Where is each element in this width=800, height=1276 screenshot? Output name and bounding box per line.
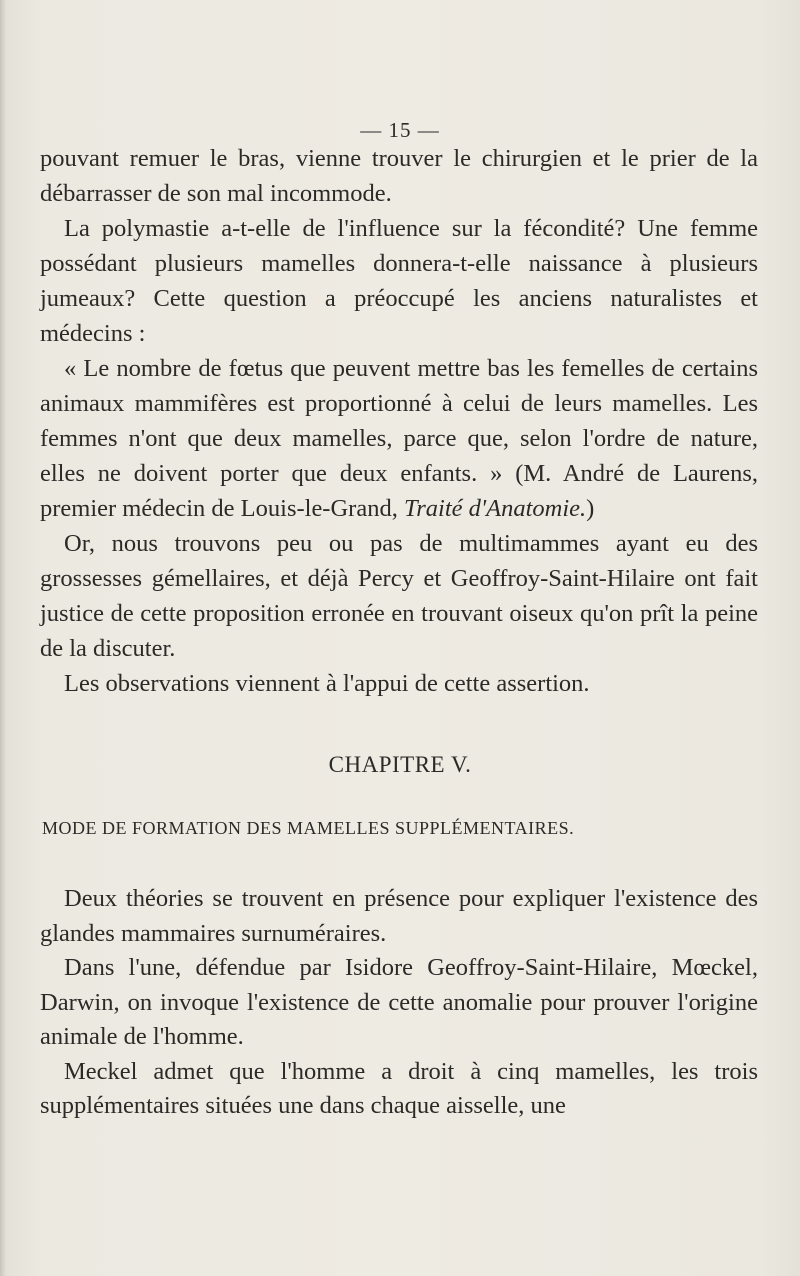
book-title-italic: Traité d'Anatomie. (403, 495, 587, 522)
paragraph-6: Deux théories se trouvent en présence pour expliquer l'existence des glandes mammaires surnuméraires. (40, 885, 758, 947)
body-text-bottom (40, 882, 758, 1124)
paragraph-3 (40, 351, 758, 526)
paragraph-4: Or, nous trouvons peu ou pas de multimammes ayant eu des grossesses gémellaires, et déjà Percy et Geoffroy-Saint-Hilaire ont fait justice de cette proposition erronée en trouvant oiseux qu'on prît la peine de la discuter. (40, 530, 758, 662)
quote-text: « Le nombre de fœtus que peuvent mettre bas les femelles de certains animaux mammifères est proportionné à celui de leurs mamelles. Les femmes n'ont que deux mamelles, parce que, selon l'ordre de nature, elles ne doivent porter que deux enfants. » (M. André de Laurens, premier médecin de Louis-le-Grand, (40, 355, 758, 522)
chapter-title: CHAPITRE V. (328, 752, 472, 777)
section-heading: MODE DE FORMATION DES MAMELLES SUPPLÉMENTAIRES. (42, 818, 575, 838)
page-number: — 15 — (360, 118, 440, 142)
page-edge-shadow (0, 0, 6, 1276)
paragraph-5: Les observations viennent à l'appui de cette assertion. (64, 670, 590, 697)
body-text-top (40, 141, 758, 701)
paragraph-1: pouvant remuer le bras, vienne trouver le chirurgien et le prier de la débarrasser de son mal incommode. (40, 145, 758, 207)
paragraph-2: La polymastie a-t-elle de l'influence sur la fécondité? Une femme possédant plusieurs mamelles donnera-t-elle naissance à plusieurs jumeaux? Cette question a préoccupé les anciens naturalistes et médecins : (40, 215, 758, 347)
paragraph-8: Meckel admet que l'homme a droit à cinq mamelles, les trois supplémentaires situées une dans chaque aisselle, une (40, 1057, 758, 1119)
paragraph-7: Dans l'une, défendue par Isidore Geoffroy-Saint-Hilaire, Mœckel, Darwin, on invoque l'existence de cette anomalie pour prouver l'origine animale de l'homme. (40, 954, 758, 1050)
quote-close: ) (586, 495, 595, 522)
